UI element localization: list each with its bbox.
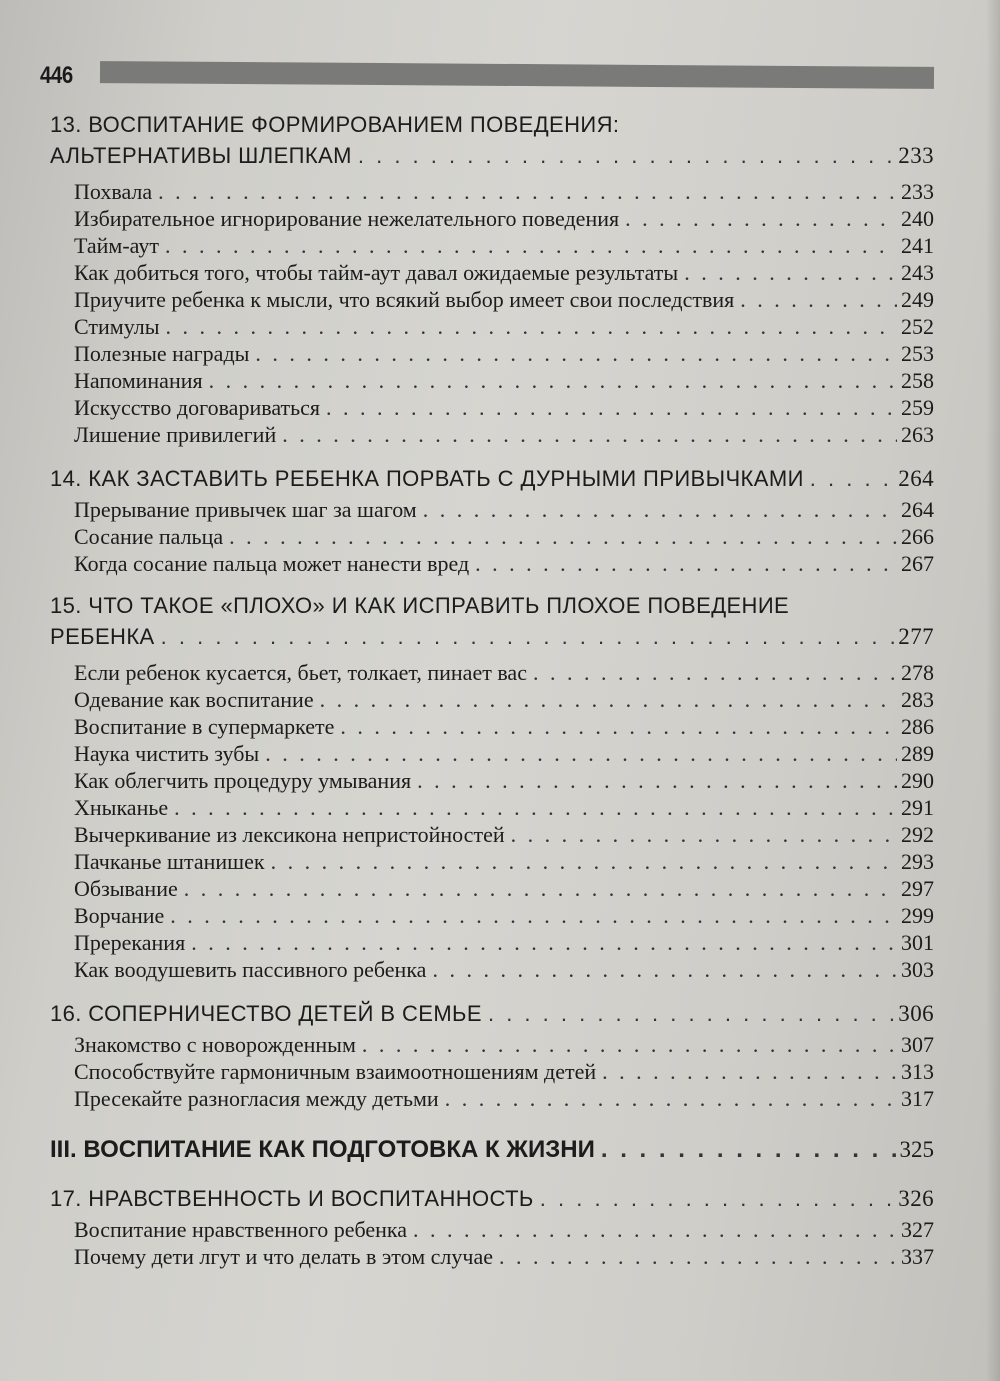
leader-dots [158,178,897,205]
toc-item[interactable] [50,1243,934,1270]
toc-item[interactable] [50,740,934,767]
part-3-entry[interactable] [50,1132,934,1168]
part-3-title: III. ВОСПИТАНИЕ КАК ПОДГОТОВКА К ЖИЗНИ [50,1136,595,1163]
chapter-15-title-line1[interactable] [50,591,934,621]
leader-dots [602,1058,897,1085]
item-label: Способствуйте гармоничным взаимоотношениям детей [74,1059,597,1084]
leader-dots [362,1031,897,1058]
toc-item[interactable] [50,340,934,367]
page-header [40,60,936,92]
item-label: Стимулы [74,314,160,339]
leader-dots [475,550,897,577]
item-page: 290 [901,768,934,793]
item-page: 259 [901,395,934,420]
toc-item[interactable] [50,1031,934,1058]
toc-item[interactable] [50,394,934,421]
item-label: Пресекайте разногласия между детьми [74,1086,439,1111]
toc-item[interactable] [50,523,934,550]
item-label: Напоминания [74,368,203,393]
leader-dots [282,421,897,448]
item-page: 301 [901,930,934,955]
item-page: 243 [901,260,934,285]
toc-item[interactable] [50,686,934,713]
item-page: 327 [901,1217,934,1242]
item-label: Избирательное игнорирование нежелательного поведения [74,206,620,231]
leader-dots [340,713,897,740]
chapter-13-title: 13. ВОСПИТАНИЕ ФОРМИРОВАНИЕМ ПОВЕДЕНИЯ: [50,112,620,137]
toc-item[interactable] [50,232,934,259]
chapter-15-title: 15. ЧТО ТАКОЕ «ПЛОХО» И КАК ИСПРАВИТЬ ПЛОХОЕ ПОВЕДЕНИЕ [50,593,790,618]
item-label: Хныканье [74,795,169,820]
item-page: 264 [901,497,934,522]
toc-item[interactable] [50,496,934,523]
item-page: 253 [901,341,934,366]
item-page: 249 [901,287,934,312]
toc-item[interactable] [50,178,934,205]
leader-dots [191,929,897,956]
page-number: 446 [40,62,73,89]
chapter-15-entry[interactable] [50,621,934,653]
toc-item[interactable] [50,1216,934,1243]
leader-dots [229,523,897,550]
item-label: Воспитание в супермаркете [74,714,335,739]
item-page: 286 [901,714,934,739]
leader-dots [165,232,897,259]
item-page: 241 [901,233,934,258]
item-page: 297 [901,876,934,901]
leader-dots [413,1216,897,1243]
item-page: 292 [901,822,934,847]
leader-dots [265,740,897,767]
leader-dots [166,313,898,340]
leader-dots [488,997,894,1031]
item-label: Пререкания [74,930,186,955]
spacer [50,1112,934,1132]
chapter-15-page: 277 [898,624,934,649]
leader-dots [540,1182,895,1216]
leader-dots [625,205,897,232]
leader-dots [417,767,897,794]
item-page: 293 [901,849,934,874]
toc-item[interactable] [50,902,934,929]
chapter-17-title: 17. НРАВСТВЕННОСТЬ И ВОСПИТАННОСТЬ [50,1186,534,1211]
leader-dots [161,621,895,653]
item-label: Ворчание [74,903,165,928]
item-page: 299 [901,903,934,928]
toc-item[interactable] [50,313,934,340]
leader-dots [170,902,897,929]
item-page: 266 [901,524,934,549]
chapter-13-entry[interactable] [50,140,934,172]
item-page: 291 [901,795,934,820]
chapter-17-items [50,1216,934,1270]
leader-dots [320,686,897,713]
chapter-17-page: 326 [898,1186,934,1211]
leader-dots [423,496,897,523]
chapter-14-title: 14. КАК ЗАСТАВИТЬ РЕБЕНКА ПОРВАТЬ С ДУРНЫМИ ПРИВЫЧКАМИ [50,466,804,491]
chapter-15-title-cont: РЕБЕНКА [50,624,155,649]
item-label: Лишение привилегий [74,422,277,447]
item-page: 263 [901,422,934,447]
toc-item[interactable] [50,794,934,821]
toc-item[interactable] [50,821,934,848]
chapter-14-entry[interactable] [50,462,934,496]
leader-dots [184,875,897,902]
item-label: Наука чистить зубы [74,741,260,766]
leader-dots [445,1085,897,1112]
part-3-page: 325 [899,1137,934,1162]
leader-dots [326,394,897,421]
chapter-17-entry[interactable] [50,1182,934,1216]
leader-dots [533,659,897,686]
leader-dots [358,140,894,172]
chapter-13-title-line1[interactable] [50,110,934,140]
leader-dots [511,821,897,848]
leader-dots [684,259,897,286]
item-page: 283 [901,687,934,712]
chapter-14-page: 264 [898,466,934,491]
spacer [50,1168,934,1182]
toc-item[interactable] [50,956,934,983]
toc-item[interactable] [50,550,934,577]
item-label: Похвала [74,179,153,204]
leader-dots [810,462,895,496]
table-of-contents [50,110,934,1270]
item-label: Сосание пальца [74,524,224,549]
item-label: Как облегчить процедуру умывания [74,768,412,793]
item-label: Тайм-аут [74,233,159,258]
chapter-16-title: 16. СОПЕРНИЧЕСТВО ДЕТЕЙ В СЕМЬЕ [50,1001,482,1026]
leader-dots [740,286,897,313]
header-rule-bar [100,61,934,89]
item-label: Обзывание [74,876,178,901]
toc-item[interactable] [50,929,934,956]
toc-item[interactable] [50,848,934,875]
item-label: Пачканье штанишек [74,849,265,874]
item-page: 337 [901,1244,934,1269]
chapter-14-items [50,496,934,577]
toc-item[interactable] [50,259,934,286]
spacer [50,448,934,462]
toc-item[interactable] [50,659,934,686]
item-label: Вычеркивание из лексикона непристойностей [74,822,505,847]
toc-item[interactable] [50,1058,934,1085]
chapter-15-items [50,659,934,983]
item-page: 307 [901,1032,934,1057]
toc-item[interactable] [50,421,934,448]
spacer [50,577,934,591]
item-label: Как воодушевить пассивного ребенка [74,957,427,982]
chapter-13-title-cont: АЛЬТЕРНАТИВЫ ШЛЕПКАМ [50,143,352,168]
spacer [50,983,934,997]
toc-item[interactable] [50,205,934,232]
item-page: 317 [901,1086,934,1111]
item-label: Воспитание нравственного ребенка [74,1217,408,1242]
toc-item[interactable] [50,367,934,394]
item-page: 240 [901,206,934,231]
item-page: 313 [901,1059,934,1084]
page-edge-shadow [986,0,1000,1381]
item-label: Когда сосание пальца может нанести вред [74,551,470,576]
chapter-16-page: 306 [898,1001,934,1026]
item-label: Одевание как воспитание [74,687,314,712]
leader-dots [255,340,897,367]
leader-dots [271,848,897,875]
item-label: Если ребенок кусается, бьет, толкает, пинает вас [74,660,527,685]
item-label: Прерывание привычек шаг за шагом [74,497,417,522]
item-label: Приучите ребенка к мысли, что всякий выбор имеет свои последствия [74,287,735,312]
item-label: Полезные награды [74,341,250,366]
leader-dots [601,1132,896,1168]
item-page: 252 [901,314,934,339]
chapter-13-page: 233 [898,143,934,168]
item-page: 303 [901,957,934,982]
toc-item[interactable] [50,286,934,313]
item-page: 267 [901,551,934,576]
leader-dots [174,794,897,821]
leader-dots [432,956,897,983]
item-label: Искусство договариваться [74,395,321,420]
chapter-16-entry[interactable] [50,997,934,1031]
leader-dots [499,1243,897,1270]
item-page: 289 [901,741,934,766]
chapter-13-items [50,178,934,448]
toc-item[interactable] [50,875,934,902]
toc-item[interactable] [50,713,934,740]
leader-dots [209,367,897,394]
item-page: 258 [901,368,934,393]
item-label: Почему дети лгут и что делать в этом случае [74,1244,493,1269]
toc-item[interactable] [50,1085,934,1112]
item-label: Как добиться того, чтобы тайм-аут давал ожидаемые результаты [74,260,679,285]
toc-item[interactable] [50,767,934,794]
chapter-16-items [50,1031,934,1112]
item-page: 278 [901,660,934,685]
item-label: Знакомство с новорожденным [74,1032,356,1057]
item-page: 233 [901,179,934,204]
